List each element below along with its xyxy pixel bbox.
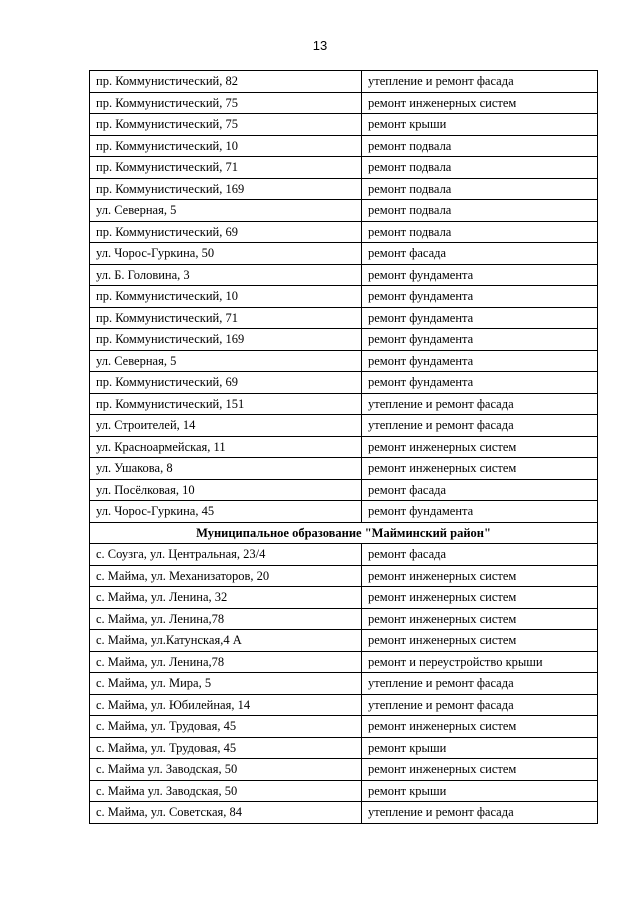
work-type-cell: ремонт крыши: [362, 114, 598, 136]
address-cell: с. Соузга, ул. Центральная, 23/4: [90, 544, 362, 566]
address-cell: ул. Чорос-Гуркина, 50: [90, 243, 362, 265]
address-cell: ул. Северная, 5: [90, 200, 362, 222]
address-cell: ул. Строителей, 14: [90, 415, 362, 437]
work-type-cell: утепление и ремонт фасада: [362, 802, 598, 824]
address-cell: пр. Коммунистический, 151: [90, 393, 362, 415]
table-row: [90, 114, 598, 136]
address-cell: с. Майма, ул. Ленина, 32: [90, 587, 362, 609]
work-type-cell: ремонт инженерных систем: [362, 630, 598, 652]
address-cell: с. Майма ул. Заводская, 50: [90, 780, 362, 802]
address-cell: с. Майма, ул. Советская, 84: [90, 802, 362, 824]
address-cell: с. Майма, ул.Катунская,4 А: [90, 630, 362, 652]
address-cell: пр. Коммунистический, 69: [90, 372, 362, 394]
work-type-cell: утепление и ремонт фасада: [362, 694, 598, 716]
work-type-cell: ремонт подвала: [362, 157, 598, 179]
table-row: [90, 716, 598, 738]
work-type-cell: утепление и ремонт фасада: [362, 415, 598, 437]
table-row: [90, 544, 598, 566]
table-row: [90, 651, 598, 673]
address-cell: ул. Чорос-Гуркина, 45: [90, 501, 362, 523]
work-type-cell: ремонт фундамента: [362, 286, 598, 308]
work-type-cell: ремонт фасада: [362, 479, 598, 501]
table-row: [90, 694, 598, 716]
work-type-cell: ремонт подвала: [362, 178, 598, 200]
table-row: [90, 673, 598, 695]
work-type-cell: ремонт подвала: [362, 200, 598, 222]
table-row: [90, 264, 598, 286]
work-type-cell: ремонт подвала: [362, 135, 598, 157]
works-table: [89, 70, 598, 824]
address-cell: пр. Коммунистический, 75: [90, 114, 362, 136]
work-type-cell: ремонт и переустройство крыши: [362, 651, 598, 673]
work-type-cell: ремонт фундамента: [362, 264, 598, 286]
table-body-top: [90, 71, 598, 523]
table-row: [90, 350, 598, 372]
table-row: [90, 178, 598, 200]
work-type-cell: ремонт инженерных систем: [362, 716, 598, 738]
address-cell: ул. Посёлковая, 10: [90, 479, 362, 501]
table-row: [90, 200, 598, 222]
work-type-cell: утепление и ремонт фасада: [362, 673, 598, 695]
table-body-bottom: [90, 544, 598, 824]
address-cell: с. Майма, ул. Трудовая, 45: [90, 737, 362, 759]
work-type-cell: ремонт фундамента: [362, 329, 598, 351]
address-cell: пр. Коммунистический, 10: [90, 135, 362, 157]
table-row: [90, 286, 598, 308]
address-cell: пр. Коммунистический, 75: [90, 92, 362, 114]
table-row: [90, 243, 598, 265]
page-number: 13: [312, 38, 328, 53]
table-row: [90, 393, 598, 415]
address-cell: пр. Коммунистический, 169: [90, 329, 362, 351]
work-type-cell: ремонт инженерных систем: [362, 608, 598, 630]
address-cell: пр. Коммунистический, 10: [90, 286, 362, 308]
address-cell: пр. Коммунистический, 71: [90, 157, 362, 179]
work-type-cell: утепление и ремонт фасада: [362, 393, 598, 415]
table-row: [90, 608, 598, 630]
address-cell: с. Майма, ул. Ленина,78: [90, 608, 362, 630]
address-cell: ул. Красноармейская, 11: [90, 436, 362, 458]
work-type-cell: ремонт фасада: [362, 243, 598, 265]
address-cell: ул. Ушакова, 8: [90, 458, 362, 480]
address-cell: ул. Северная, 5: [90, 350, 362, 372]
table-row: [90, 759, 598, 781]
table-row: [90, 501, 598, 523]
table-row: [90, 157, 598, 179]
address-cell: пр. Коммунистический, 82: [90, 71, 362, 93]
work-type-cell: ремонт инженерных систем: [362, 436, 598, 458]
address-cell: пр. Коммунистический, 169: [90, 178, 362, 200]
address-cell: с. Майма, ул. Ленина,78: [90, 651, 362, 673]
table-row: [90, 135, 598, 157]
table-row: [90, 802, 598, 824]
table-row: [90, 92, 598, 114]
address-cell: с. Майма ул. Заводская, 50: [90, 759, 362, 781]
table-row: [90, 458, 598, 480]
table-row: [90, 71, 598, 93]
table-row: [90, 436, 598, 458]
address-cell: с. Майма, ул. Юбилейная, 14: [90, 694, 362, 716]
table-row: [90, 737, 598, 759]
work-type-cell: ремонт крыши: [362, 737, 598, 759]
work-type-cell: ремонт фундамента: [362, 501, 598, 523]
work-type-cell: ремонт фундамента: [362, 350, 598, 372]
address-cell: с. Майма, ул. Механизаторов, 20: [90, 565, 362, 587]
table-row: [90, 587, 598, 609]
work-type-cell: ремонт инженерных систем: [362, 458, 598, 480]
address-cell: с. Майма, ул. Трудовая, 45: [90, 716, 362, 738]
table-row: [90, 221, 598, 243]
table-row: [90, 329, 598, 351]
work-type-cell: ремонт инженерных систем: [362, 92, 598, 114]
table-row: [90, 307, 598, 329]
work-type-cell: ремонт инженерных систем: [362, 587, 598, 609]
table-row: [90, 479, 598, 501]
work-type-cell: ремонт крыши: [362, 780, 598, 802]
address-cell: пр. Коммунистический, 71: [90, 307, 362, 329]
table-row: [90, 630, 598, 652]
table-row: [90, 372, 598, 394]
work-type-cell: ремонт инженерных систем: [362, 565, 598, 587]
address-cell: с. Майма, ул. Мира, 5: [90, 673, 362, 695]
table-row: [90, 415, 598, 437]
section-row: [90, 522, 598, 544]
work-type-cell: ремонт фундамента: [362, 307, 598, 329]
work-type-cell: ремонт подвала: [362, 221, 598, 243]
work-type-cell: утепление и ремонт фасада: [362, 71, 598, 93]
address-cell: ул. Б. Головина, 3: [90, 264, 362, 286]
work-type-cell: ремонт инженерных систем: [362, 759, 598, 781]
work-type-cell: ремонт фасада: [362, 544, 598, 566]
table-row: [90, 780, 598, 802]
work-type-cell: ремонт фундамента: [362, 372, 598, 394]
table-section: [90, 522, 598, 544]
address-cell: пр. Коммунистический, 69: [90, 221, 362, 243]
table-row: [90, 565, 598, 587]
section-title: Муниципальное образование "Майминский район": [90, 522, 598, 544]
